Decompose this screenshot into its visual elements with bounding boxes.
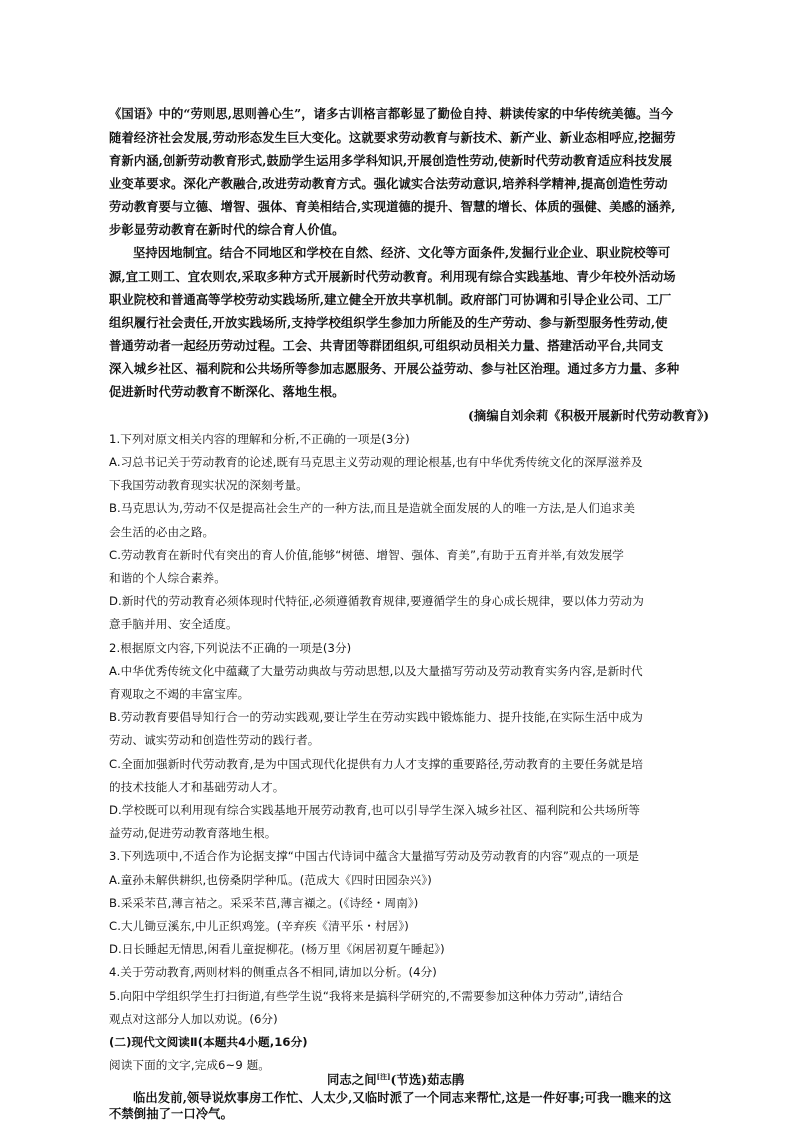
passage1-source: (摘编自刘余莉《积极开展新时代劳动教育》) bbox=[468, 408, 710, 423]
q1-option-c-line-1: C.劳动教育在新时代有突出的育人价值,能够“树德、增智、强体、育美”,有助于五育并举,有效发展学 bbox=[109, 548, 624, 562]
q1-option-b-line-1: B.马克思认为,劳动不仅是提高社会生产的一种方法,而且是造就全面发展的人的唯一方法,是人们追求美 bbox=[109, 501, 636, 515]
passage1-p2-line-7: 促进新时代劳动教育不断深化、落地生根。 bbox=[109, 384, 345, 399]
q1-option-b-line-2: 会生活的必由之路。 bbox=[109, 525, 215, 539]
q1-option-c-line-2: 和谐的个人综合素养。 bbox=[109, 571, 226, 585]
passage1-p1-line-1: 《国语》中的“劳则思,思则善心生”，诸多古训格言都彰显了勤俭自持、耕读传家的中华传统美德。当今 bbox=[109, 106, 674, 121]
q2-option-a-line-2: 育观取之不竭的丰富宝库。 bbox=[109, 687, 250, 701]
q3-option-b: B.采采芣苢,薄言袺之。采采芣苢,薄言襭之。(《诗经・周南》) bbox=[109, 896, 419, 910]
q3-option-d: D.日长睡起无情思,闲看儿童捉柳花。(杨万里《闲居初夏午睡起》) bbox=[109, 942, 445, 956]
q2-option-c-line-1: C.全面加强新时代劳动教育,是为中国式现代化提供有力人才支撑的重要路径,劳动教育的主要任务就是培 bbox=[109, 757, 644, 771]
q3-stem: 3.下列选项中,不适合作为论据支撑“中国古代诗词中蕴含大量描写劳动及劳动教育的内容”观点的一项是 bbox=[109, 849, 640, 863]
q2-option-b-line-1: B.劳动教育要倡导知行合一的劳动实践观,要让学生在劳动实践中锻炼能力、提升技能,在实际生活中成为 bbox=[109, 710, 643, 724]
story-title bbox=[327, 1072, 738, 1088]
q2-option-b-line-2: 劳动、诚实劳动和创造性劳动的践行者。 bbox=[109, 733, 320, 747]
q2-option-a-line-1: A.中华优秀传统文化中蕴藏了大量劳动典故与劳动思想,以及大量描写劳动及劳动教育实务内容,是新时代 bbox=[109, 664, 643, 678]
q1-option-a-line-2: 下我国劳动教育现实状况的深刻考量。 bbox=[109, 478, 308, 492]
passage1-p2-line-1: 坚持因地制宜。结合不同地区和学校在自然、经济、文化等方面条件,发掘行业企业、职业院校等可 bbox=[133, 245, 671, 260]
q3-option-a: A.童孙未解供耕织,也傍桑阴学种瓜。(范成大《四时田园杂兴》) bbox=[109, 873, 432, 887]
q2-option-c-line-2: 的技术技能人才和基础劳动人才。 bbox=[109, 780, 285, 794]
passage1-p2-line-4: 组织履行社会责任,开放实践场所,支持学校组织学生参加力所能及的生产劳动、参与新型服务性劳动,使 bbox=[109, 315, 668, 330]
passage1-p1-line-6: 步彰显劳动教育在新时代的综合育人价值。 bbox=[109, 222, 345, 237]
q1-stem: 1.下列对原文相关内容的理解和分析,不正确的一项是(3分) bbox=[109, 432, 410, 446]
q5-stem-line-2: 观点对这部分人加以劝说。(6分) bbox=[109, 1012, 278, 1026]
passage1-p2-line-6: 深入城乡社区、福利院和公共场所等参加志愿服务、开展公益劳动、参与社区治理。通过多方力量、多种 bbox=[109, 361, 680, 376]
q1-option-a-line-1: A.习总书记关于劳动教育的论述,既有马克思主义劳动观的理论根基,也有中华优秀传统文化的深厚滋养及 bbox=[109, 455, 643, 469]
story-title-note: [注] bbox=[376, 1072, 391, 1081]
story-body-line-2: 不禁倒抽了一口冷气。 bbox=[109, 1106, 233, 1121]
q3-option-c: C.大儿锄豆溪东,中儿正织鸡笼。(辛弃疾《清平乐・村居》) bbox=[109, 919, 409, 933]
passage1-p2-line-5: 普通劳动者一起经历劳动过程。工会、共青团等群团组织,可组织动员相关力量、搭建活动平台,共同支 bbox=[109, 338, 664, 353]
q2-stem: 2.根据原文内容,下列说法不正确的一项是(3分) bbox=[109, 641, 352, 655]
passage1-p1-line-5: 劳动教育要与立德、增智、强体、育美相结合,实现道德的提升、智慧的增长、体质的强健、美感的涵养, bbox=[109, 199, 676, 214]
passage1-p1-line-3: 育新内涵,创新劳动教育形式,鼓励学生运用多学科知识,开展创造性劳动,使新时代劳动教育适应科技发展 bbox=[109, 153, 672, 168]
q4-stem: 4.关于劳动教育,两则材料的侧重点各不相同,请加以分析。(4分) bbox=[109, 965, 437, 979]
q5-stem-line-1: 5.向阳中学组织学生打扫街道,有些学生说“我将来是搞科学研究的,不需要参加这种体力劳动”,请结合 bbox=[109, 989, 624, 1003]
passage1-p2-line-2: 源,宜工则工、宜农则农,采取多种方式开展新时代劳动教育。利用现有综合实践基地、青少年校外活动场 bbox=[109, 269, 676, 284]
passage1-p1-line-4: 业变革要求。深化产教融合,改进劳动教育方式。强化诚实合法劳动意识,培养科学精神,提高创造性劳动 bbox=[109, 176, 668, 191]
q2-option-d-line-2: 益劳动,促进劳动教育落地生根。 bbox=[109, 826, 277, 840]
story-title-author: (节选)茹志鹃 bbox=[390, 1072, 465, 1087]
q2-option-d-line-1: D.学校既可以利用现有综合实践基地开展劳动教育,也可以引导学生深入城乡社区、福利院和公共场所等 bbox=[109, 803, 641, 817]
section2-instruction: 阅读下面的文字,完成6~9 题。 bbox=[109, 1058, 270, 1072]
q1-option-d-line-1: D.新时代的劳动教育必须体现时代特征,必须遵循教育规律,要遵循学生的身心成长规律，要以体力劳动为 bbox=[109, 594, 644, 608]
story-body-line-1: 临出发前,领导说炊事房工作忙、人太少,又临时派了一个同志来帮忙,这是一件好事;可我一瞧来的这 bbox=[133, 1090, 672, 1105]
passage1-p2-line-3: 职业院校和普通高等学校劳动实践场所,建立健全开放共享机制。政府部门可协调和引导企业公司、工厂 bbox=[109, 292, 672, 307]
passage1-p1-line-2: 随着经济社会发展,劳动形态发生巨大变化。这就要求劳动教育与新技术、新产业、新业态相呼应,挖掘劳 bbox=[109, 130, 676, 145]
section2-heading: (二)现代文阅读Ⅱ(本题共4小题,16分) bbox=[109, 1035, 308, 1049]
q1-option-d-line-2: 意手脑并用、安全适度。 bbox=[109, 617, 238, 631]
story-title-main: 同志之间 bbox=[327, 1072, 377, 1087]
